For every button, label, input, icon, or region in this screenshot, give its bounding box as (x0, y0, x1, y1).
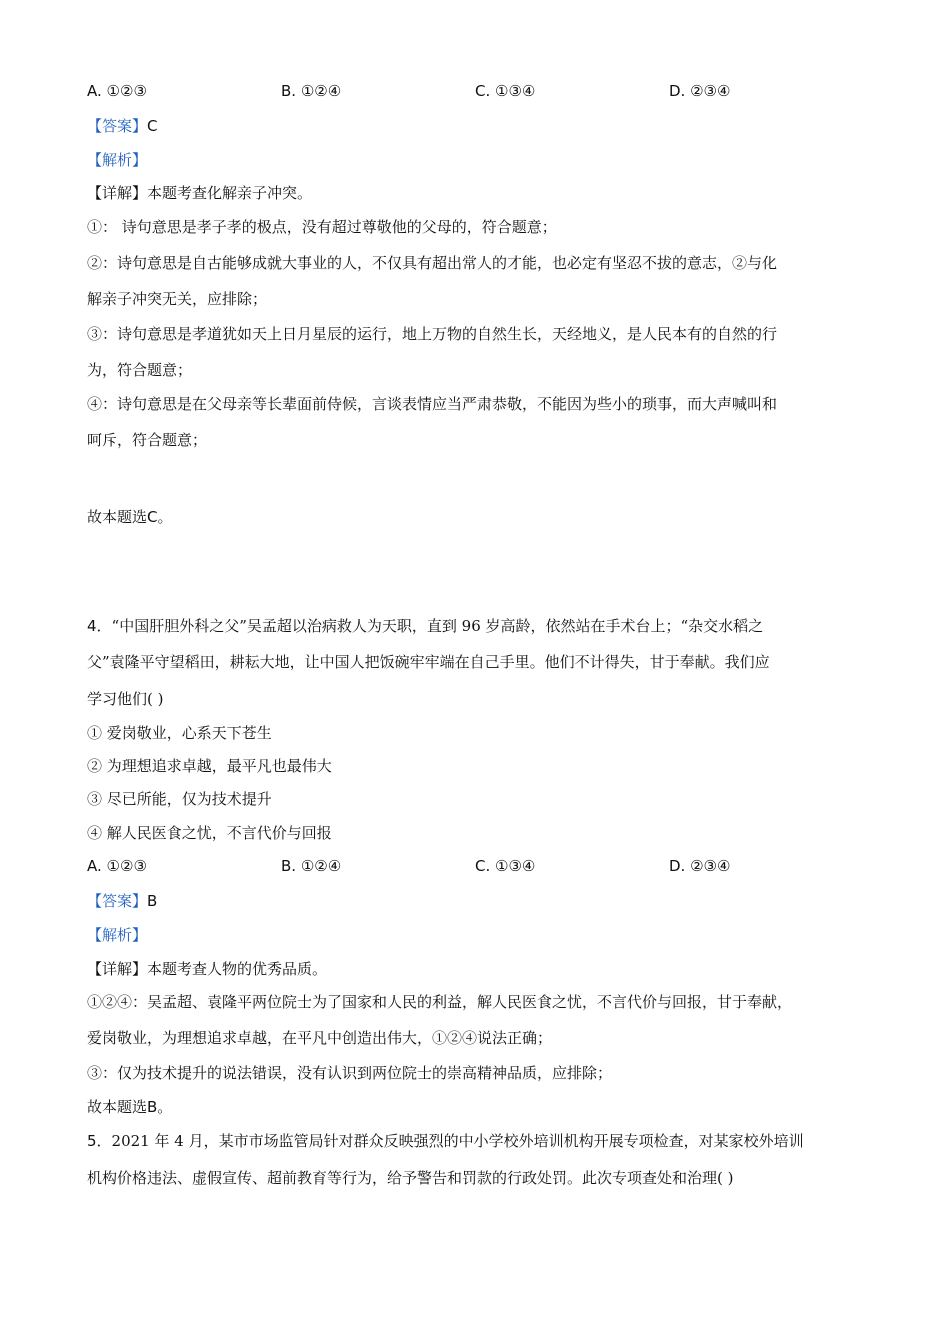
detail-tag: 【详解】 (87, 960, 148, 978)
q4-option-c: C. ①③④ (475, 857, 536, 875)
q4-conclusion: 故本题选B。 (87, 1098, 173, 1116)
q4-detail (87, 959, 327, 979)
q3-detail (87, 183, 312, 203)
q3-option-d: D. ②③④ (669, 82, 731, 100)
q4-stem-line-1: 4．“中国肝胆外科之父”吴孟超以治病救人为天职，直到 96 岁高龄，依然站在手术台上；“杂交水稻之 (87, 617, 764, 635)
q4-analysis-tag: 【解析】 (87, 926, 148, 944)
q3-option-c: C. ①③④ (475, 82, 536, 100)
detail-tag: 【详解】 (87, 184, 148, 202)
q3-option-a: A. ①②③ (87, 82, 147, 100)
answer-tag: 【答案】 (87, 117, 148, 135)
q4-line-3: ③：仅为技术提升的说法错误，没有认识到两位院士的崇高精神品质，应排除； (87, 1064, 613, 1082)
q3-line-1: ①： 诗句意思是孝子孝的极点，没有超过尊敬他的父母的，符合题意； (87, 218, 557, 236)
q3-analysis-tag: 【解析】 (87, 151, 148, 169)
q3-line-3: 解亲子冲突无关，应排除； (87, 290, 268, 308)
q3-line-7: 呵斥，符合题意； (87, 431, 208, 449)
q3-line-4: ③：诗句意思是孝道犹如天上日月星辰的运行，地上万物的自然生长，天经地义，是人民本有的自然的行 (87, 325, 778, 343)
q4-statement-3: ③ 尽已所能，仅为技术提升 (87, 790, 272, 808)
q4-option-d: D. ②③④ (669, 857, 731, 875)
q4-stem-line-3: 学习他们( ) (87, 690, 164, 708)
answer-tag: 【答案】 (87, 892, 148, 910)
q4-statement-4: ④ 解人民医食之忧，不言代价与回报 (87, 824, 332, 842)
q4-stem-line-2: 父”袁隆平守望稻田，耕耘大地，让中国人把饭碗牢牢端在自己手里。他们不计得失，甘于奉献。我们应 (87, 653, 770, 671)
question-number: 4． (87, 617, 112, 635)
q5-stem-line-2: 机构价格违法、虚假宣传、超前教育等行为，给予警告和罚款的行政处罚。此次专项查处和治理( ) (87, 1169, 734, 1187)
q3-option-b: B. ①②④ (281, 82, 342, 100)
q5-stem-line-1: 5．2021 年 4 月，某市市场监管局针对群众反映强烈的中小学校外培训机构开展专项检查，对某家校外培训 (87, 1132, 804, 1150)
answer-value: C (147, 117, 158, 135)
q4-answer (87, 891, 157, 911)
answer-value: B (147, 892, 158, 910)
q4-line-2: 爱岗敬业，为理想追求卓越，在平凡中创造出伟大，①②④说法正确； (87, 1029, 553, 1047)
detail-text: 本题考查人物的优秀品质。 (147, 960, 328, 978)
q3-conclusion: 故本题选C。 (87, 508, 173, 526)
q3-line-6: ④：诗句意思是在父母亲等长辈面前侍候，言谈表情应当严肃恭敬，不能因为些小的琐事，而大声喊叫和 (87, 395, 778, 413)
q4-statement-2: ② 为理想追求卓越，最平凡也最伟大 (87, 757, 332, 775)
q4-statement-1: ① 爱岗敬业，心系天下苍生 (87, 724, 272, 742)
q4-line-1: ①②④：吴孟超、袁隆平两位院士为了国家和人民的利益，解人民医食之忧，不言代价与回报，甘于奉献， (87, 993, 793, 1011)
q3-line-2: ②：诗句意思是自古能够成就大事业的人，不仅具有超出常人的才能，也必定有坚忍不拔的意志，②与化 (87, 254, 778, 272)
q3-answer (87, 116, 158, 136)
q4-option-a: A. ①②③ (87, 857, 147, 875)
q4-option-b: B. ①②④ (281, 857, 342, 875)
q3-line-5: 为，符合题意； (87, 361, 193, 379)
detail-text: 本题考查化解亲子冲突。 (147, 184, 313, 202)
question-number: 5． (87, 1132, 112, 1150)
